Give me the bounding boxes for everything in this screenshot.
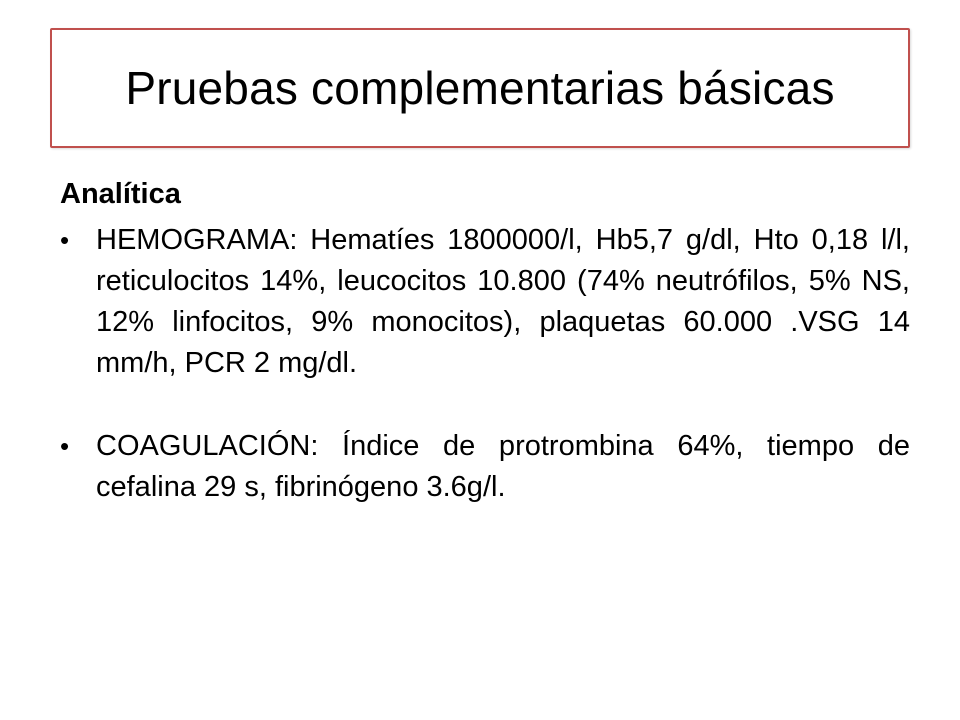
title-box xyxy=(50,28,910,148)
bullet-list xyxy=(60,220,910,508)
bullet-text: COAGULACIÓN: Índice de protrombina 64%, tiempo de cefalina 29 s, fibrinógeno 3.6g/l. xyxy=(96,430,910,503)
slide-content xyxy=(60,172,910,508)
bullet-text: HEMOGRAMA: Hematíes 1800000/l, Hb5,7 g/dl, Hto 0,18 l/l, reticulocitos 14%, leucocitos 10.800 (74% neutrófilos, 5% NS, 12% linfocitos, 9% monocitos), plaquetas 60.000 .VSG 14 mm/h, PCR 2 mg/dl. xyxy=(96,224,910,379)
slide-title: Pruebas complementarias básicas xyxy=(125,62,835,114)
bullet-dot-icon: • xyxy=(60,225,70,255)
bullet-dot-icon: • xyxy=(60,431,70,461)
bullet-item-hemograma xyxy=(60,220,910,384)
section-heading: Analítica xyxy=(60,178,181,210)
bullet-item-coagulacion xyxy=(60,426,910,508)
